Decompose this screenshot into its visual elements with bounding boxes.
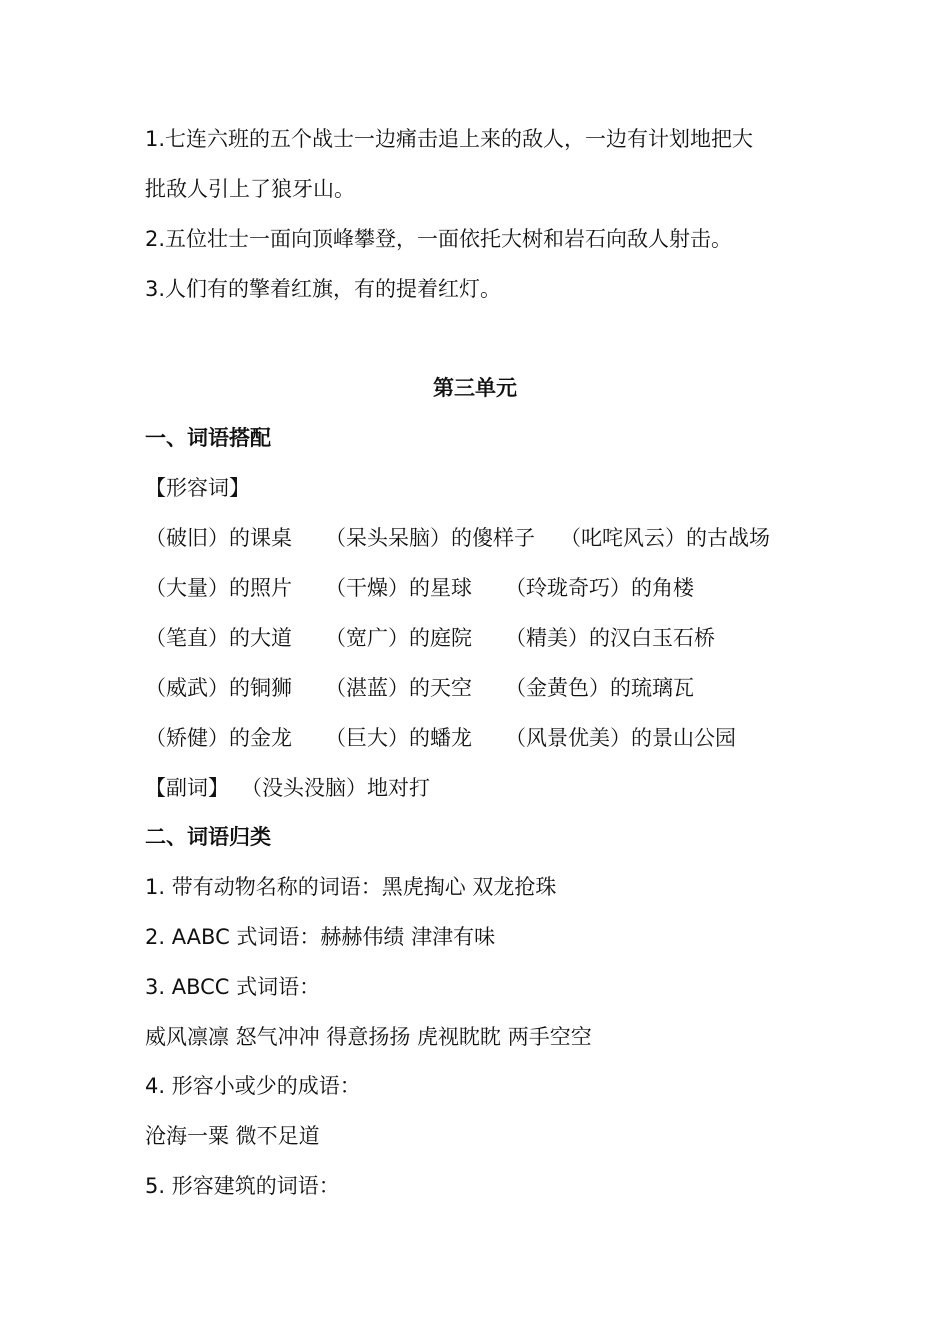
section1-heading: 一、词语搭配 bbox=[145, 426, 271, 450]
adverb-line bbox=[145, 773, 430, 803]
collocation-item: （破旧）的课桌 bbox=[145, 526, 292, 550]
sentence-1a: 1.七连六班的五个战士一边痛击追上来的敌人，一边有计划地把大 bbox=[145, 127, 754, 151]
sentence-2: 2.五位壮士一面向顶峰攀登，一面依托大树和岩石向敌人射击。 bbox=[145, 227, 733, 251]
adverb-phrase: （没头没脑）地对打 bbox=[241, 776, 430, 800]
collocation-item: （大量）的照片 bbox=[145, 576, 292, 600]
collocation-item: （风景优美）的景山公园 bbox=[505, 726, 736, 750]
adjective-label: 【形容词】 bbox=[145, 476, 250, 500]
collocation-item: （湛蓝）的天空 bbox=[325, 676, 472, 700]
collocation-row bbox=[145, 673, 845, 703]
category-item-4-words: 沧海一粟 微不足道 bbox=[145, 1124, 320, 1148]
category-item-3: 3. ABCC 式词语： bbox=[145, 975, 321, 999]
collocation-item: （精美）的汉白玉石桥 bbox=[505, 626, 715, 650]
collocation-item: （叱咤风云）的古战场 bbox=[560, 526, 770, 550]
adverb-label: 【副词】 bbox=[145, 776, 229, 800]
collocation-item: （呆头呆脑）的傻样子 bbox=[325, 526, 535, 550]
category-item-5: 5. 形容建筑的词语： bbox=[145, 1174, 340, 1198]
category-item-1: 1. 带有动物名称的词语：黑虎掏心 双龙抢珠 bbox=[145, 875, 557, 899]
unit-title: 第三单元 bbox=[433, 376, 517, 400]
collocation-row bbox=[145, 623, 845, 653]
collocation-item: （金黄色）的琉璃瓦 bbox=[505, 676, 694, 700]
collocation-row bbox=[145, 723, 845, 753]
collocation-item: （笔直）的大道 bbox=[145, 626, 292, 650]
category-item-4: 4. 形容小或少的成语： bbox=[145, 1074, 361, 1098]
collocation-item: （玲珑奇巧）的角楼 bbox=[505, 576, 694, 600]
collocation-item: （干燥）的星球 bbox=[325, 576, 472, 600]
collocation-item: （宽广）的庭院 bbox=[325, 626, 472, 650]
sentence-1b: 批敌人引上了狼牙山。 bbox=[145, 177, 355, 201]
collocation-row bbox=[145, 523, 845, 553]
collocation-row bbox=[145, 573, 845, 603]
category-item-3-words: 威风凛凛 怒气冲冲 得意扬扬 虎视眈眈 两手空空 bbox=[145, 1025, 592, 1049]
collocation-item: （威武）的铜狮 bbox=[145, 676, 292, 700]
sentence-3: 3.人们有的擎着红旗，有的提着红灯。 bbox=[145, 277, 502, 301]
category-item-2: 2. AABC 式词语：赫赫伟绩 津津有味 bbox=[145, 925, 496, 949]
collocation-item: （矫健）的金龙 bbox=[145, 726, 292, 750]
section2-heading: 二、词语归类 bbox=[145, 825, 271, 849]
collocation-item: （巨大）的蟠龙 bbox=[325, 726, 472, 750]
